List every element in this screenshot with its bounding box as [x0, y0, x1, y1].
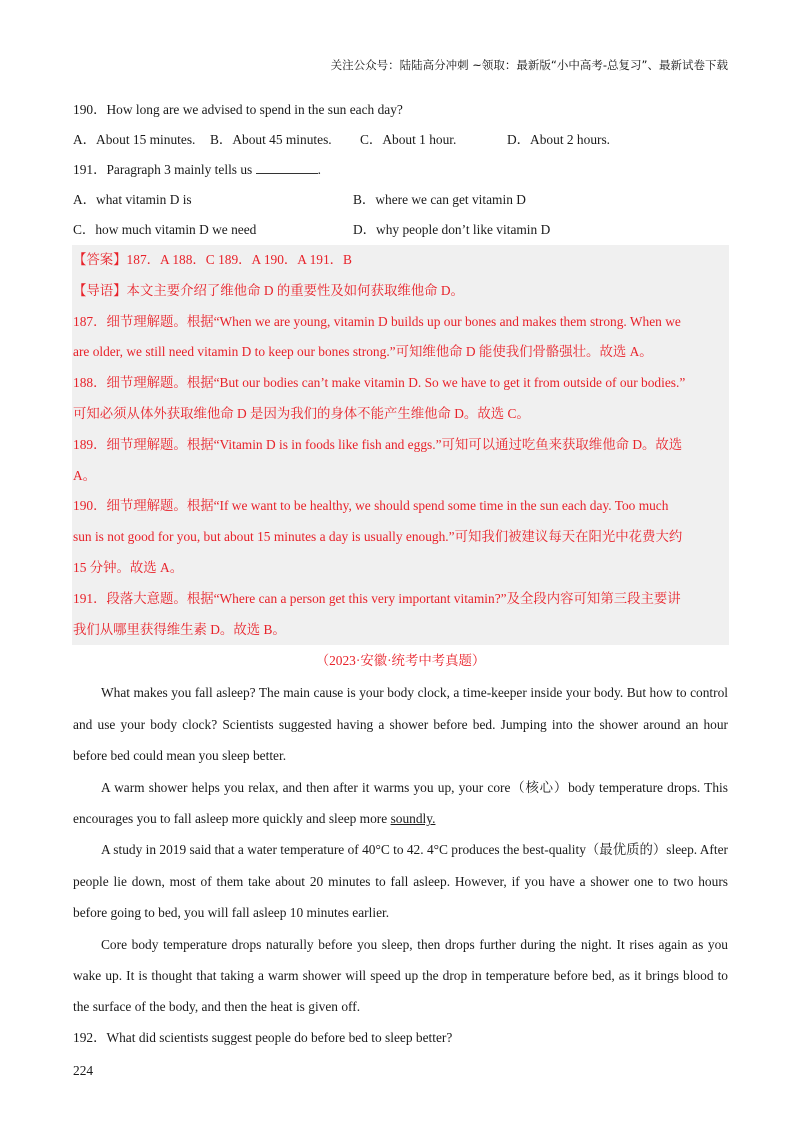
- explanation-189-line1: 189．细节理解题。根据“Vitamin D is in foods like fish and eggs.”可知可以通过吃鱼来获取维他命 D。故选: [73, 436, 683, 452]
- question-191-options-row1: [73, 185, 728, 215]
- passage-paragraph-3: A study in 2019 said that a water temperature of 40°C to 42. 4°C produces the best-quality（最优质的）sleep. After people lie down, most of them take about 20 minutes to fall asleep. However, if you have a shower one to two hours before going to bed, you will fall asleep 10 minutes earlier.: [73, 842, 728, 921]
- passage-paragraph-2: A warm shower helps you relax, and then after it warms you up, your core（核心）body temperature drops. This encourages you to fall asleep more quickly and sleep more soundly.: [73, 779, 728, 826]
- explanation-187-line2: are older, we still need vitamin D to keep our bones strong.”可知维他命 D 能使我们骨骼强壮。故选 A。: [73, 344, 653, 360]
- explanation-191-line1: 191．段落大意题。根据“Where can a person get this very important vitamin?”及全段内容可知第三段主要讲: [73, 590, 681, 606]
- option-b: B．About 45 minutes.: [210, 132, 332, 147]
- explanation-189-line2: A。: [73, 467, 97, 483]
- option-b: B．where we can get vitamin D: [353, 192, 526, 207]
- answer-blank: [256, 161, 318, 174]
- question-192: 192．What did scientists suggest people do before bed to sleep better?: [73, 1029, 453, 1045]
- option-c: C．how much vitamin D we need: [73, 222, 257, 237]
- question-191-options-row2: [73, 215, 728, 245]
- explanation-190-line1: 190．细节理解题。根据“If we want to be healthy, we should spend some time in the sun each day. Too much: [73, 498, 669, 514]
- question-191: 191．Paragraph 3 mainly tells us .: [73, 162, 321, 177]
- option-a: A．About 15 minutes.: [73, 132, 196, 147]
- explanation-190-line3: 15 分钟。故选 A。: [73, 559, 184, 575]
- explanation-188-line1: 188．细节理解题。根据“But our bodies can’t make vitamin D. So we have to get it from outside of our bodies.”: [73, 375, 686, 391]
- explanation-191-line2: 我们从哪里获得维生素 D。故选 B。: [73, 621, 286, 637]
- page-header: 关注公众号：陆陆高分冲刺 ~领取：最新版“小中高考-总复习”、最新试卷下载: [330, 58, 728, 72]
- explanation-187-line1: 187．细节理解题。根据“When we are young, vitamin D builds up our bones and makes them strong. When we: [73, 313, 681, 329]
- option-d: D．About 2 hours.: [507, 132, 611, 147]
- option-a: A．what vitamin D is: [73, 192, 192, 207]
- answer-key: 【答案】187．A 188．C 189．A 190．A 191．B: [73, 252, 352, 267]
- option-c: C．About 1 hour.: [360, 132, 457, 147]
- guide-text: 【导语】本文主要介绍了维他命 D 的重要性及如何获取维他命 D。: [73, 282, 464, 298]
- option-d: D．why people don’t like vitamin D: [353, 222, 551, 237]
- explanation-188-line2: 可知必须从体外获取维他命 D 是因为我们的身体不能产生维他命 D。故选 C。: [73, 405, 530, 421]
- question-190: 190．How long are we advised to spend in the sun each day?: [73, 102, 403, 117]
- page-content: [73, 95, 728, 1053]
- underlined-word: soundly.: [390, 810, 436, 826]
- passage-paragraph-1: What makes you fall asleep? The main cause is your body clock, a time-keeper inside your body. But how to control and use your body clock? Scientists suggested having a shower before bed. Jumping into the shower around an hour before bed could mean you sleep better.: [73, 685, 728, 764]
- answer-explanation-box: [72, 245, 729, 645]
- page-number: 224: [73, 1063, 94, 1078]
- explanation-190-line2: sun is not good for you, but about 15 minutes a day is usually enough.”可知我们被建议每天在阳光中花费大约: [73, 529, 683, 545]
- passage-paragraph-4: Core body temperature drops naturally before you sleep, then drops further during the night. It rises again as you wake up. It is thought that taking a warm shower will speed up the drop in temperature before bed, as it brings blood to the surface of the body, and then the heat is given off.: [73, 936, 728, 1015]
- passage-source: （2023·安徽·统考中考真题）: [315, 653, 486, 669]
- question-190-options: [73, 125, 728, 155]
